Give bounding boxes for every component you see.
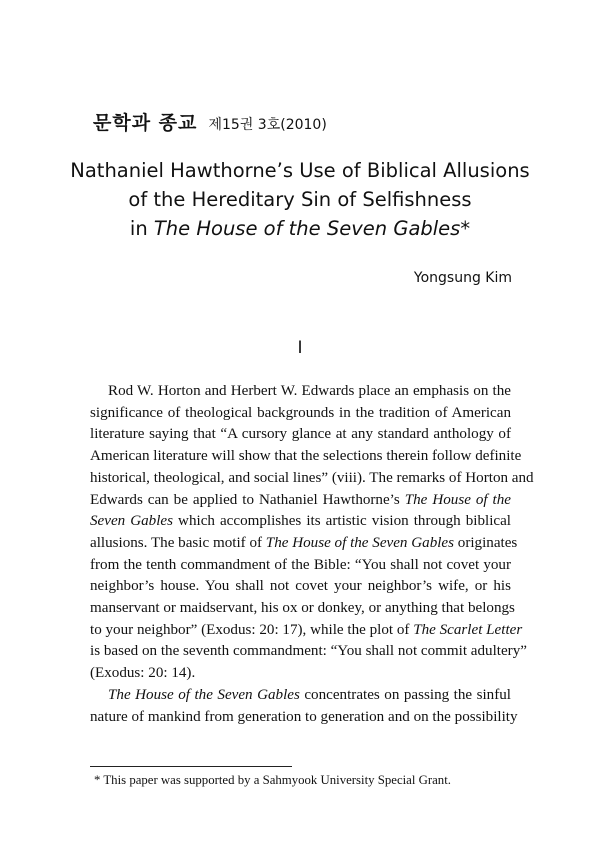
book-title-italic: Seven Gables <box>90 513 173 530</box>
body-line <box>90 685 511 707</box>
book-title-italic: The Scarlet Letter <box>413 621 523 638</box>
body-line: literature saying that “A cursory glance at any standard anthology of <box>90 426 511 443</box>
section-number: I <box>297 338 303 358</box>
body-line <box>90 490 511 512</box>
footnote: * This paper was supported by a Sahmyook University Special Grant. <box>94 773 451 787</box>
body-text-segment: concentrates on passing the sinful <box>299 686 511 703</box>
book-title-italic: The House of the <box>404 491 511 508</box>
body-text <box>90 381 534 728</box>
book-title-italic: The House of the Seven Gables <box>108 686 300 703</box>
body-line: is based on the seventh commandment: “You shall not commit adultery” <box>90 643 527 660</box>
body-line <box>90 511 511 533</box>
body-line: historical, theological, and social lines” (viii). The remarks of Horton and <box>90 469 534 486</box>
body-line: Rod W. Horton and Herbert W. Edwards place an emphasis on the <box>108 383 511 399</box>
body-line: significance of theological backgrounds in the tradition of American <box>90 404 511 421</box>
title-line-3-prefix: in <box>129 217 154 240</box>
author-name: Yongsung Kim <box>413 270 512 286</box>
book-title-italic: The House of the Seven Gables <box>265 534 455 551</box>
body-line: (Exodus: 20: 14). <box>90 665 196 682</box>
body-line <box>90 533 518 555</box>
body-text-segment: Edwards can be applied to Nathaniel Hawthorne’s <box>90 491 405 508</box>
title-line-3 <box>60 214 540 243</box>
footnote-divider <box>90 766 292 767</box>
journal-logo: 문학과 종교 <box>93 112 198 134</box>
journal-issue: 제15권 3호(2010) <box>208 117 327 133</box>
body-line: nature of mankind from generation to generation and on the possibility <box>90 708 518 725</box>
body-text-segment: to your neighbor” (Exodus: 20: 17), while the plot of <box>90 621 414 638</box>
body-text-segment: which accomplishes its artistic vision through biblical <box>173 513 511 530</box>
body-line: American literature will show that the selections therein follow definite <box>90 448 522 465</box>
journal-header <box>93 108 327 135</box>
title-asterisk: * <box>460 217 471 240</box>
body-line: manservant or maidservant, his ox or donkey, or anything that belongs <box>90 600 515 617</box>
paper-title <box>60 156 540 243</box>
title-line-2: of the Hereditary Sin of Selfishness <box>128 188 472 211</box>
title-line-1: Nathaniel Hawthorne’s Use of Biblical Allusions <box>70 159 530 182</box>
body-text-segment: originates <box>454 534 518 551</box>
body-line: neighbor’s house. You shall not covet your neighbor’s wife, or his <box>90 578 511 595</box>
body-line <box>90 620 523 642</box>
body-line: from the tenth commandment of the Bible: “You shall not covet your <box>90 556 511 573</box>
title-book-name: The House of the Seven Gables <box>153 217 461 240</box>
body-text-segment: allusions. The basic motif of <box>90 534 266 551</box>
